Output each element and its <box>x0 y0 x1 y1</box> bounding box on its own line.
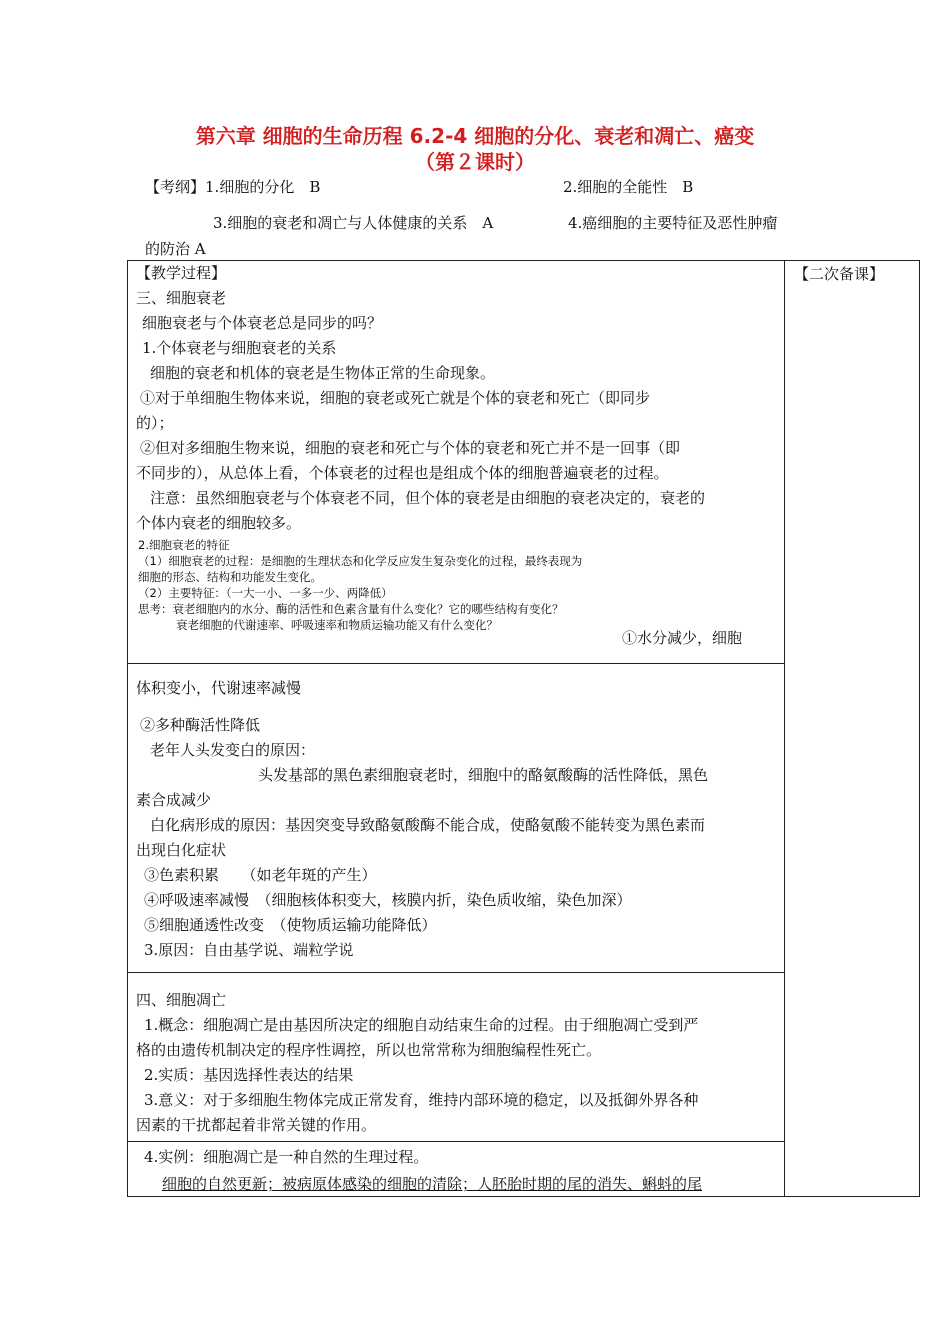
note-line: 个体内衰老的细胞较多。 <box>136 514 302 532</box>
text-line: ⑤细胞通透性改变 （使物质运输功能降低） <box>144 916 437 934</box>
row-divider-2 <box>128 972 784 973</box>
text-line: 体积变小，代谢速率减慢 <box>136 679 302 697</box>
text-line: 不同步的），从总体上看，个体衰老的过程也是组成个体的细胞普遍衰老的过程。 <box>136 464 669 482</box>
note-line: 注意：虽然细胞衰老与个体衰老不同，但个体的衰老是由细胞的衰老决定的，衰老的 <box>150 489 706 507</box>
outline-item-1: 1.细胞的分化 B <box>205 178 321 196</box>
text-line: 4.实例：细胞凋亡是一种自然的生理过程。 <box>144 1148 429 1166</box>
text-line: 细胞的衰老和机体的衰老是生物体正常的生命现象。 <box>150 364 496 382</box>
text-line: 头发基部的黑色素细胞衰老时，细胞中的酪氨酸酶的活性降低，黑色 <box>258 766 709 784</box>
outline-item-3: 3.细胞的衰老和凋亡与人体健康的关系 A <box>213 214 494 232</box>
column-divider <box>784 261 785 1196</box>
small-text-line: 2.细胞衰老的特征 <box>138 538 230 552</box>
text-line: 老年人头发变白的原因： <box>150 741 316 759</box>
section-heading-aging: 三、细胞衰老 <box>136 289 227 307</box>
text-line: 白化病形成的原因：基因突变导致酪氨酸酶不能合成，使酪氨酸不能转变为黑色素而 <box>150 816 706 834</box>
text-line: 素合成减少 <box>136 791 212 809</box>
text-line: 1.概念：细胞凋亡是由基因所决定的细胞自动结束生命的过程。由于细胞凋亡受到严 <box>144 1016 699 1034</box>
document-subtitle: （第２课时） <box>415 150 535 174</box>
small-text-line: 衰老细胞的代谢速率、呼吸速率和物质运输功能又有什么变化？ <box>176 618 498 632</box>
outline-item-2: 2.细胞的全能性 B <box>563 178 694 196</box>
small-text-line: （2）主要特征：（一大一小、一多一少、两降低） <box>138 586 393 600</box>
small-text-line: 细胞的形态、结构和功能发生变化。 <box>138 570 322 584</box>
text-line: 3.原因：自由基学说、端粒学说 <box>144 941 354 959</box>
small-text-line: 思考：衰老细胞内的水分、酶的活性和色素含量有什么变化？它的哪些结构有变化？ <box>138 602 564 616</box>
underlined-examples: 细胞的自然更新；被病原体感染的细胞的清除；人胚胎时期的尾的消失、蝌蚪的尾 <box>162 1175 703 1193</box>
section-heading-apoptosis: 四、细胞凋亡 <box>136 991 227 1009</box>
text-line: 3.意义：对于多细胞生物体完成正常发育，维持内部环境的稳定，以及抵御外界各种 <box>144 1091 699 1109</box>
text-line: ②但对多细胞生物来说，细胞的衰老和死亡与个体的衰老和死亡并不是一回事（即 <box>140 439 681 457</box>
text-line: ①水分减少，细胞 <box>622 629 743 647</box>
outline-block <box>145 176 320 198</box>
question-line: 细胞衰老与个体衰老总是同步的吗？ <box>142 314 383 332</box>
text-line: 2.实质：基因选择性表达的结果 <box>144 1066 354 1084</box>
outline-item-4: 4.癌细胞的主要特征及恶性肿瘤 <box>568 214 778 232</box>
outline-item-4-cont: 的防治 A <box>145 240 206 258</box>
text-line: 1.个体衰老与细胞衰老的关系 <box>142 339 337 357</box>
main-header: 【教学过程】 <box>136 264 227 282</box>
lesson-table <box>127 260 920 1197</box>
text-line: ④呼吸速率减慢 （细胞核体积变大，核膜内折，染色质收缩，染色加深） <box>144 891 632 909</box>
document-title: 第六章 细胞的生命历程 6.2-4 细胞的分化、衰老和凋亡、癌变 <box>195 124 755 148</box>
text-line: ③色素积累 （如老年斑的产生） <box>144 866 377 884</box>
text-line: ①对于单细胞生物体来说，细胞的衰老或死亡就是个体的衰老和死亡（即同步 <box>140 389 651 407</box>
text-line: 的）； <box>136 414 174 432</box>
outline-label: 【考纲】 <box>145 178 206 196</box>
text-line: 出现白化症状 <box>136 841 227 859</box>
text-line: ②多种酶活性降低 <box>140 716 261 734</box>
text-line: 因素的干扰都起着非常关键的作用。 <box>136 1116 377 1134</box>
row-divider-3 <box>128 1141 784 1142</box>
side-header: 【二次备课】 <box>794 265 885 283</box>
text-line: 格的由遗传机制决定的程序性调控，所以也常常称为细胞编程性死亡。 <box>136 1041 602 1059</box>
row-divider-1 <box>128 663 784 664</box>
small-text-line: （1）细胞衰老的过程：是细胞的生理状态和化学反应发生复杂变化的过程，最终表现为 <box>138 554 583 568</box>
